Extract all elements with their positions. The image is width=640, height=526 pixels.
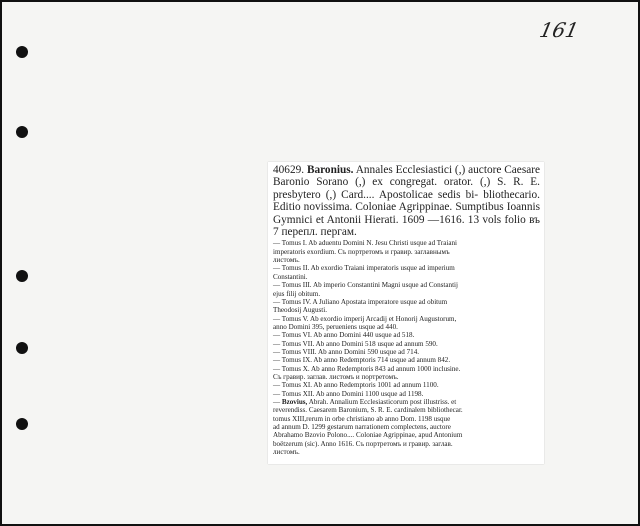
continuation-author: Bzovius, bbox=[281, 397, 308, 406]
volume-line: Съ гравир. заглав. листомъ и портретомъ. bbox=[273, 372, 399, 381]
binder-hole bbox=[16, 126, 28, 138]
volume-line: — Tomus II. Ab exordio Traiani imperatoris usque ad imperium bbox=[273, 264, 455, 273]
handwritten-page-number: 161 bbox=[537, 18, 581, 42]
volume-list bbox=[268, 239, 544, 456]
binder-hole bbox=[16, 270, 28, 282]
title-line: Caesare Baronio Sorano (,) ex congregat. orator. (,) bbox=[273, 164, 540, 189]
volume-line: imperatoris exordium. Съ портретомъ и гравир. заглавнымъ bbox=[273, 247, 450, 256]
volume-line: Theodosij Augusti. bbox=[273, 306, 327, 315]
volume-item bbox=[268, 365, 544, 382]
title-line: Sumptibus Ioannis Gymnici et Antonii Hierati. 1609 bbox=[273, 201, 541, 226]
binder-hole bbox=[16, 46, 28, 58]
volume-line: — Tomus VII. Ab anno Domini 518 usque ad annum 590. bbox=[273, 339, 438, 348]
volume-item bbox=[268, 331, 544, 339]
author-name: Baronius. bbox=[306, 164, 354, 176]
continuation-line: Abrah. Annalium Ecclesiasticorum post illustriss. et bbox=[308, 397, 457, 406]
volume-item bbox=[268, 390, 544, 398]
catalog-clipping bbox=[268, 162, 544, 464]
continuation-line: Abrahamo Bzovio Polono.... Coloniae Agrippinae, apud Antonium bbox=[273, 431, 463, 440]
volume-line: — Tomus IV. A Juliano Apostata imperatore usque ad obitum bbox=[273, 297, 448, 306]
volume-item bbox=[268, 264, 544, 281]
continuation-line: reverendiss. Caesarem Baronium, S. R. E. cardinalem bibliothecar. bbox=[273, 406, 463, 415]
binder-hole bbox=[16, 418, 28, 430]
volume-item bbox=[268, 239, 544, 264]
volume-item bbox=[268, 356, 544, 364]
volume-line: — Tomus IX. Ab anno Redemptoris 714 usque ad annum 842. bbox=[273, 356, 451, 365]
volume-line: — Tomus VIII. Ab anno Domini 590 usque ad 714. bbox=[273, 347, 420, 356]
volume-line: — Tomus X. Ab anno Redemptoris 843 ad annum 1000 inclusine. bbox=[273, 364, 461, 373]
entry-header bbox=[268, 162, 544, 238]
continuation-line: tomus XIII,rerum in orbe christiano ab anno Dom. 1198 usque bbox=[273, 414, 451, 423]
volume-line: — Tomus V. Ab exordio imperij Arcadij et Honorij Augustorum, bbox=[273, 314, 457, 323]
volume-item bbox=[268, 298, 544, 315]
volume-item bbox=[268, 381, 544, 389]
volume-item bbox=[268, 281, 544, 298]
format-line: —1616. 13 vols folio въ 7 перепл. пергам. bbox=[273, 213, 541, 239]
volume-line: листомъ. bbox=[273, 256, 300, 265]
title-line: bliothecario. Editio novissima. Coloniae Agrippinae. bbox=[273, 188, 540, 214]
title-line: S. R. E. presbytero (,) Card.... Apostolicae sedis bi- bbox=[273, 176, 540, 201]
volume-line: — Tomus III. Ab imperio Constantini Magni usque ad Constantij bbox=[273, 281, 458, 290]
volume-line: — Tomus XI. Ab anno Redemptoris 1001 ad annum 1100. bbox=[273, 381, 439, 390]
continuation-line: boëtzerum (sic). Anno 1616. Съ портретомъ и гравир. заглав. bbox=[273, 439, 453, 448]
volume-item bbox=[268, 340, 544, 348]
volume-line: — Tomus I. Ab aduentu Domini N. Jesu Christi usque ad Traiani bbox=[273, 239, 458, 248]
volume-line: Constantini. bbox=[273, 272, 308, 281]
continuation-line: ad annum D. 1299 gestarum narrationem complectens, auctore bbox=[273, 423, 451, 431]
title-line: Annales Ecclesiastici (,) auctore bbox=[355, 164, 502, 176]
volume-line: — Tomus XII. Ab anno Domini 1100 usque ad 1198. bbox=[273, 389, 424, 398]
continuation-line: листомъ. bbox=[273, 448, 300, 457]
continuation-item: — Bzovius, Abrah. Annalium Ecclesiasticorum post illustriss. et reverendiss. Caesarem Baronium, S. R. E. cardinalem bibliothecar. tomus XIII,rerum in orbe christiano ab anno Dom. 1198 usque ad annum D. 1299 gestarum narrationem complectens, auctore Abrahamo Bzovio Polono.... Coloniae Agrippinae, apud Antonium boëtzerum (sic). Anno 1616. Съ портретомъ и гравир. заглав. листомъ. bbox=[268, 398, 544, 456]
volume-line: ejus filij obitum. bbox=[273, 289, 321, 298]
lot-number: 40629. bbox=[273, 164, 305, 176]
volume-line: anno Domini 395, perueniens usque ad 440. bbox=[273, 322, 398, 331]
binder-hole bbox=[16, 342, 28, 354]
volume-line: — Tomus VI. Ab anno Domini 440 usque ad 518. bbox=[273, 331, 415, 340]
volume-item bbox=[268, 348, 544, 356]
volume-item bbox=[268, 315, 544, 332]
